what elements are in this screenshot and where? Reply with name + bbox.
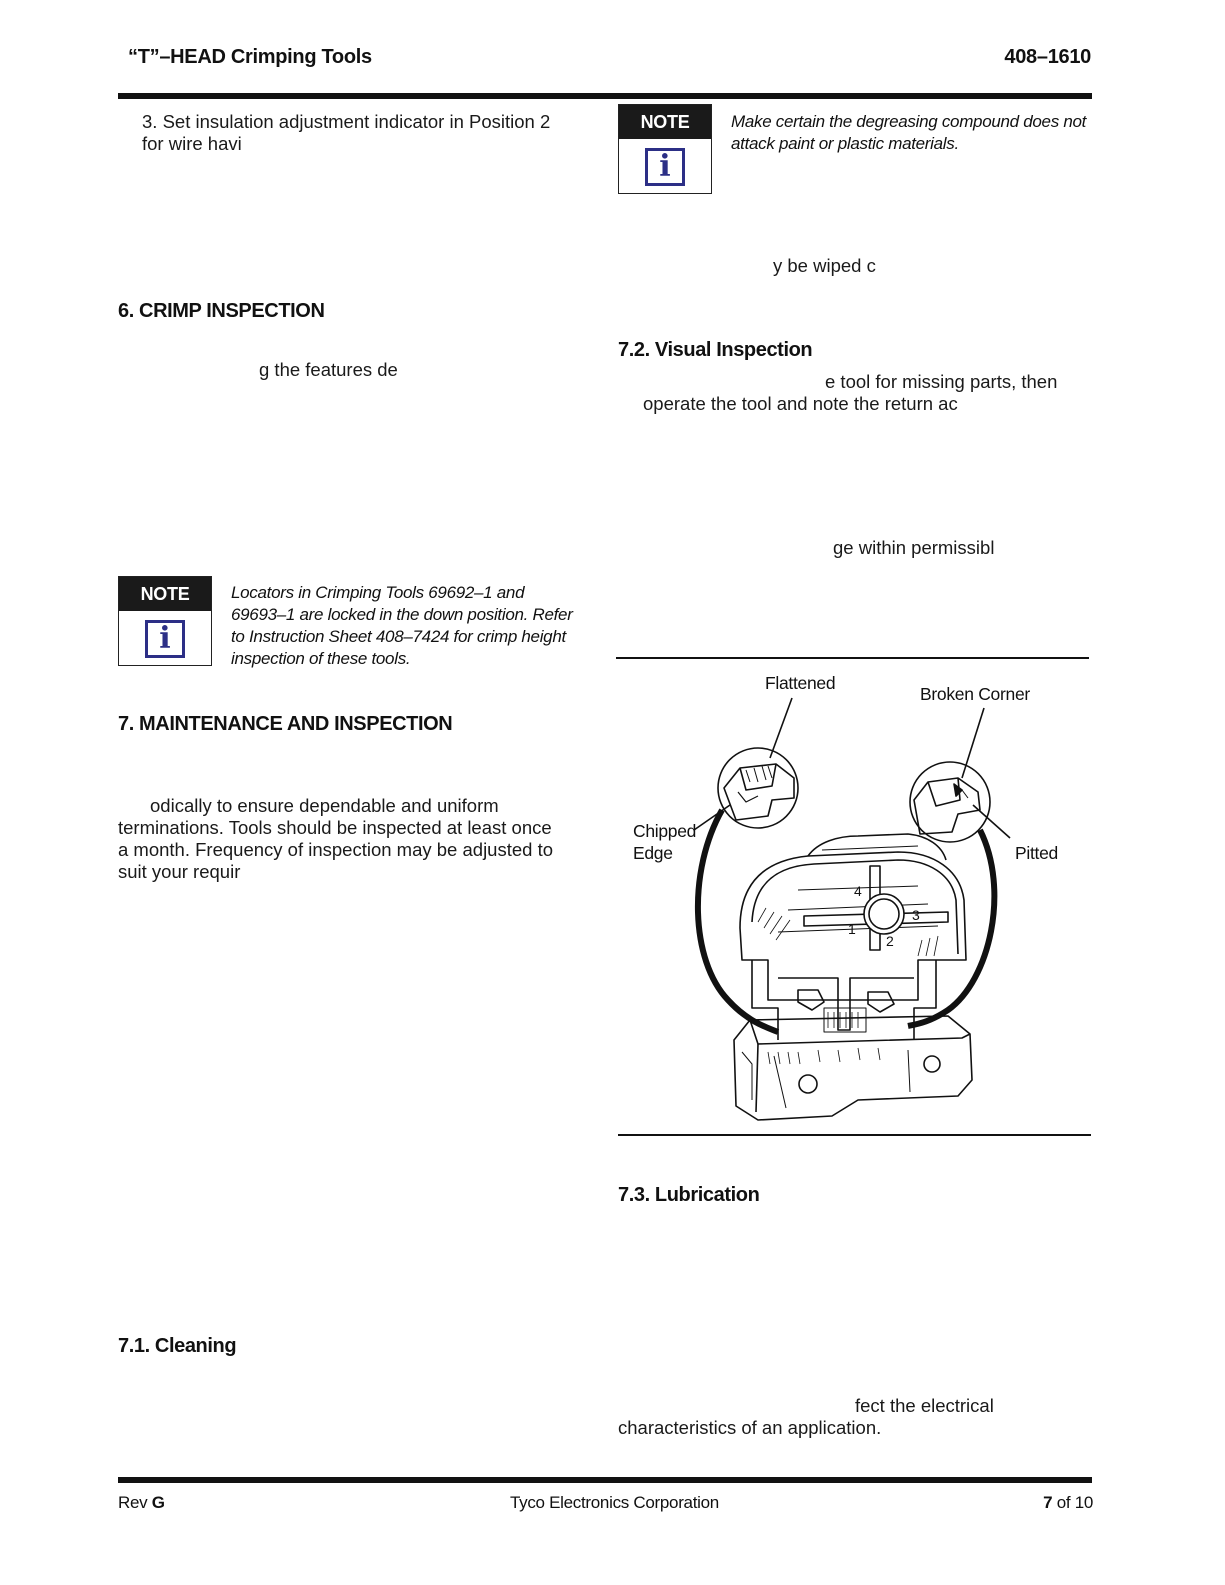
page-total: of 10 <box>1052 1493 1093 1512</box>
arc-right <box>908 830 994 1026</box>
section-7-1-heading: 7.1. Cleaning <box>118 1335 237 1357</box>
label-pitted: Pitted <box>1015 843 1058 863</box>
revision-label: Rev <box>118 1493 152 1512</box>
step-3-text: 3. Set insulation adjustment indicator in Position 2 for wire havi <box>142 111 551 154</box>
figure-top-rule <box>616 657 1089 659</box>
note-box-right <box>618 104 712 194</box>
note-text-right: Make certain the degreasing compound does not attack paint or plastic materials. <box>731 112 1087 153</box>
position-number-1: 1 <box>848 921 856 937</box>
info-icon: i <box>645 148 685 186</box>
page-number <box>1043 1493 1093 1513</box>
position-number-2: 2 <box>886 933 894 949</box>
magnifier-right <box>910 762 990 842</box>
footer-rule <box>118 1477 1092 1483</box>
info-icon: i <box>145 620 185 658</box>
note-box-left <box>118 576 212 666</box>
revision-value: G <box>151 1493 165 1512</box>
section-7-2-line-2: operate the tool and note the return ac <box>643 393 958 414</box>
section-7-2-heading: 7.2. Visual Inspection <box>618 339 813 361</box>
document-title: “T”–HEAD Crimping Tools <box>128 46 372 68</box>
die-inspection-illustration <box>618 660 1090 1132</box>
revision <box>118 1493 165 1513</box>
document-number: 408–1610 <box>1004 46 1091 68</box>
position-number-3: 3 <box>912 907 920 923</box>
arc-left <box>698 810 778 1032</box>
note-label: NOTE <box>119 577 211 611</box>
label-broken-corner: Broken Corner <box>920 684 1030 704</box>
section-7-3-heading: 7.3. Lubrication <box>618 1184 760 1206</box>
page-current: 7 <box>1043 1493 1053 1512</box>
section-7-heading: 7. MAINTENANCE AND INSPECTION <box>118 713 453 735</box>
wiped-text: y be wiped c <box>773 255 876 276</box>
label-flattened: Flattened <box>765 673 836 693</box>
figure-bottom-rule <box>618 1134 1091 1136</box>
die-base <box>734 960 972 1120</box>
section-7-2-line-1: e tool for missing parts, then <box>825 371 1058 392</box>
note-text-left: Locators in Crimping Tools 69692–1 and 69693–1 are locked in the down position. Refer to Instruction Sheet 408–7424 for crimp height inspection of these tools. <box>231 583 573 668</box>
label-chipped-edge: Chipped Edge <box>633 821 697 863</box>
section-6-text: g the features de <box>259 359 398 380</box>
company-name: Tyco Electronics Corporation <box>510 1493 719 1512</box>
leader-flattened <box>770 698 792 758</box>
position-number-4: 4 <box>854 883 862 899</box>
leader-broken-corner <box>962 708 984 778</box>
note-label: NOTE <box>619 105 711 139</box>
magnifier-left <box>718 748 798 828</box>
section-6-heading: 6. CRIMP INSPECTION <box>118 300 325 322</box>
section-7-text: odically to ensure dependable and uniform terminations. Tools should be inspected at least once a month. Frequency of inspection may be adjusted to suit your requir <box>118 795 554 882</box>
electrical-line-2: characteristics of an application. <box>618 1417 882 1438</box>
range-text: ge within permissibl <box>833 537 995 558</box>
electrical-line-1: fect the electrical <box>855 1395 994 1416</box>
header-rule <box>118 93 1092 99</box>
die-head <box>740 834 966 1000</box>
